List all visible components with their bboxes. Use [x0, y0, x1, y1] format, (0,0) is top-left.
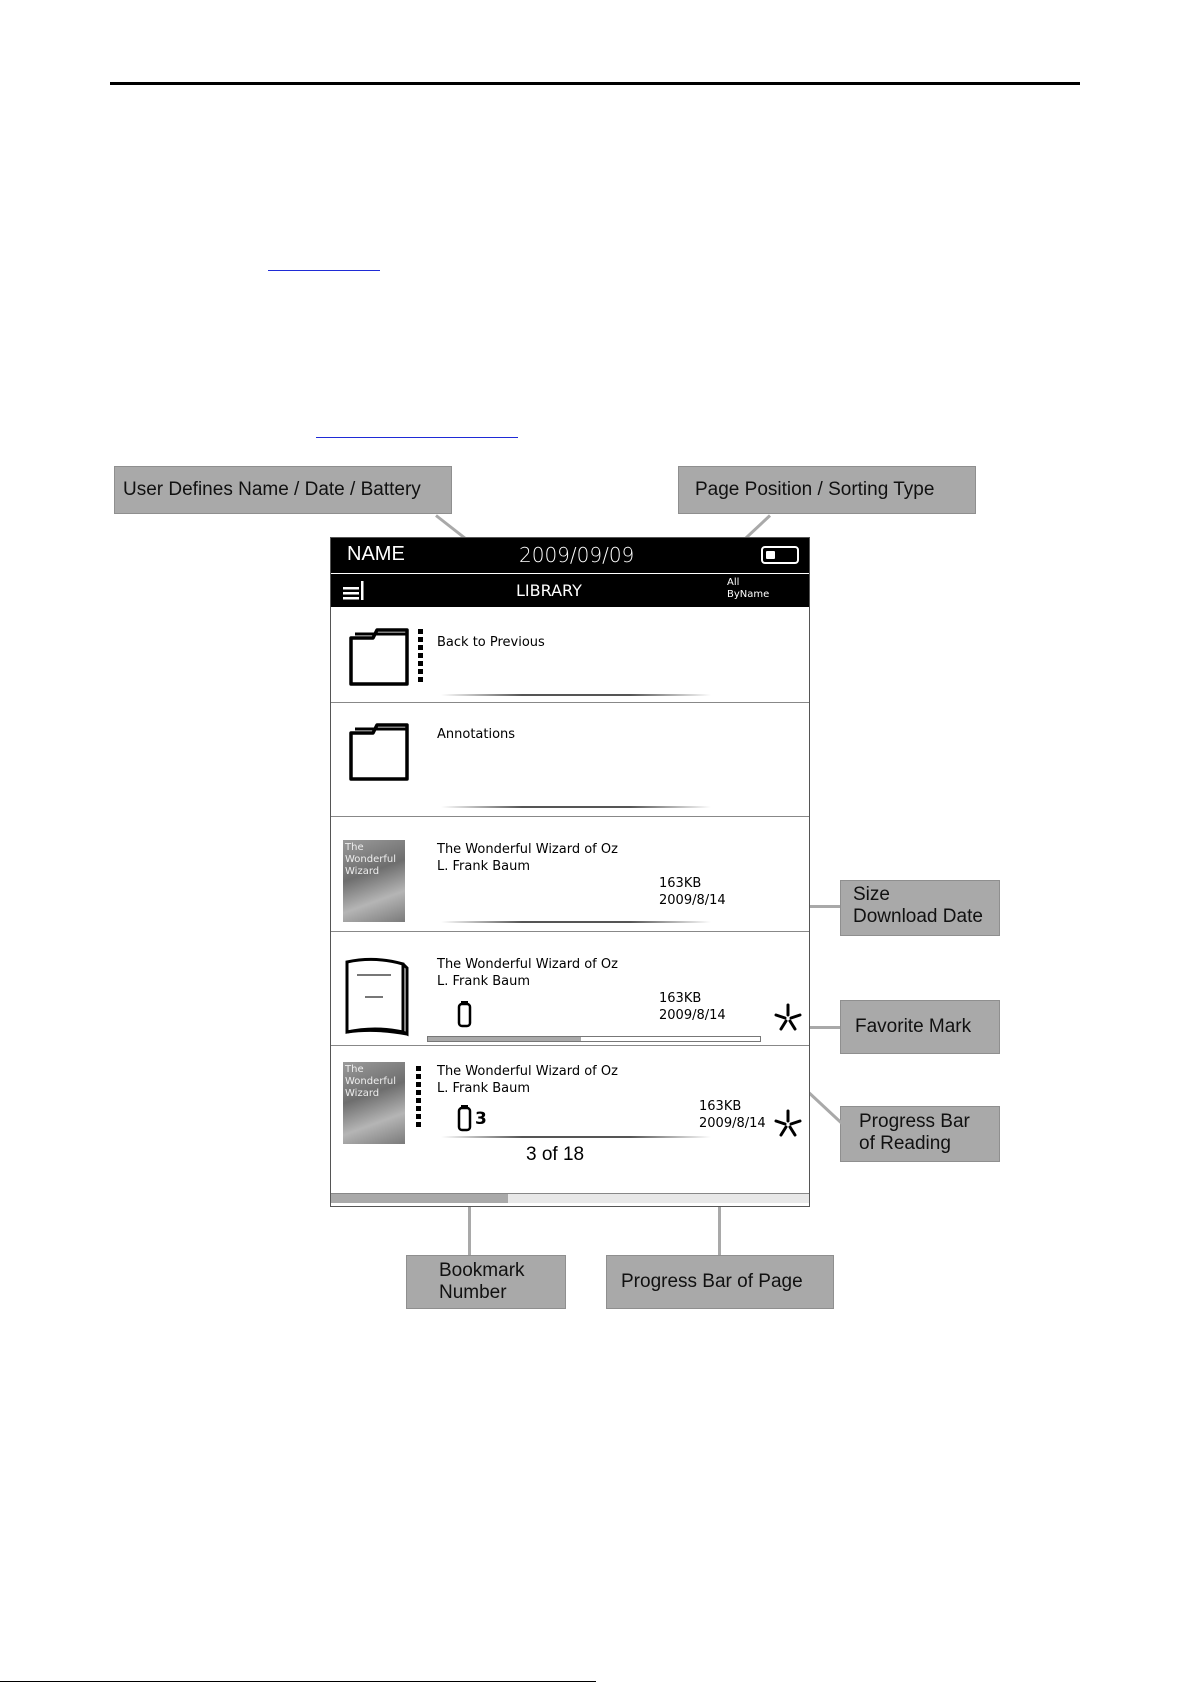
favorite-icon: [773, 1109, 803, 1139]
battery-icon: [761, 546, 799, 564]
folder-icon: [345, 626, 417, 690]
file-size: 163KB: [659, 876, 702, 891]
leader-line: [805, 1026, 840, 1029]
menu-icon[interactable]: [341, 579, 367, 603]
footer-rule: [0, 1681, 596, 1682]
callout-progress-reading: [840, 1106, 1000, 1162]
list-item-annotations[interactable]: [331, 703, 809, 817]
link-underline[interactable]: [268, 270, 380, 271]
bookmark-indicator: [416, 1066, 421, 1130]
bookmark-indicator: [418, 629, 423, 685]
download-date: 2009/8/14: [659, 1008, 726, 1023]
callout-label: Number: [439, 1282, 507, 1303]
book-meta: [659, 990, 726, 1024]
user-name: NAME: [347, 543, 405, 565]
divider: [441, 921, 711, 923]
callout-label: Progress Bar: [859, 1111, 970, 1132]
book-cover-image: [343, 840, 405, 922]
battery-level: [766, 551, 775, 559]
book-cover-image: [343, 1062, 405, 1144]
cover-text: The Wonderful Wizard: [345, 842, 397, 877]
file-size: 163KB: [659, 991, 702, 1006]
folder-icon: [345, 721, 417, 785]
bookmark-icon: [457, 1000, 473, 1028]
sort-label: ByName: [727, 589, 770, 600]
book-meta: [659, 875, 726, 909]
divider: [441, 694, 711, 696]
favorite-icon: [773, 1003, 803, 1033]
bookmark-icon: [457, 1104, 473, 1132]
callout-label: Page Position / Sorting Type: [695, 479, 935, 500]
divider: [441, 1136, 711, 1138]
library-title: LIBRARY: [516, 581, 582, 600]
callout-label: of Reading: [859, 1133, 951, 1154]
callout-bookmark-number: [406, 1255, 566, 1309]
callout-label: Progress Bar of Page: [621, 1271, 803, 1292]
callout-progress-page: [606, 1255, 834, 1309]
title-bar: [331, 574, 809, 607]
page-indicator: 3 of 18: [526, 1144, 585, 1165]
list-item-back[interactable]: [331, 607, 809, 703]
status-bar: [331, 538, 809, 573]
book-cover-icon: [343, 956, 409, 1038]
book-info: [437, 956, 618, 990]
callout-label: Favorite Mark: [855, 1016, 972, 1037]
book-title: The Wonderful Wizard of Oz: [437, 957, 618, 972]
page-progress-bar: [331, 1193, 809, 1203]
book-author: L. Frank Baum: [437, 859, 531, 874]
callout-label: Bookmark: [439, 1260, 525, 1281]
book-author: L. Frank Baum: [437, 974, 531, 989]
download-date: 2009/8/14: [659, 893, 726, 908]
list-item-book[interactable]: [331, 1046, 809, 1193]
page-progress-fill: [331, 1194, 508, 1203]
list-item-book[interactable]: [331, 932, 809, 1046]
reading-progress-bar: [427, 1036, 761, 1042]
bookmark-number: 3: [475, 1109, 487, 1129]
callout-size-date: [840, 880, 1000, 936]
filter-label: All: [727, 577, 740, 588]
file-size: 163KB: [699, 1099, 742, 1114]
callout-label: Download Date: [853, 906, 983, 927]
callout-label: Size: [853, 884, 890, 905]
link-underline[interactable]: [316, 437, 518, 438]
row-title: Annotations: [437, 727, 516, 742]
download-date: 2009/8/14: [699, 1116, 766, 1131]
divider: [441, 806, 711, 808]
row-title: Back to Previous: [437, 635, 545, 650]
book-info: [437, 1063, 618, 1097]
book-meta: [699, 1098, 766, 1132]
callout-page-position: [678, 466, 976, 514]
reading-progress-fill: [428, 1037, 581, 1041]
book-info: [437, 841, 618, 875]
device-screen: [330, 537, 810, 1207]
callout-label: User Defines Name / Date / Battery: [123, 479, 421, 500]
sort-indicator[interactable]: [727, 577, 769, 601]
book-author: L. Frank Baum: [437, 1081, 531, 1096]
book-title: The Wonderful Wizard of Oz: [437, 1064, 618, 1079]
callout-user-defines: [114, 466, 452, 514]
device-date: 2009/09/09: [519, 543, 635, 567]
cover-text: The Wonderful Wizard: [345, 1064, 397, 1099]
book-title: The Wonderful Wizard of Oz: [437, 842, 618, 857]
callout-favorite: [840, 1000, 1000, 1054]
header-rule: [110, 82, 1080, 85]
list-item-book[interactable]: [331, 817, 809, 932]
